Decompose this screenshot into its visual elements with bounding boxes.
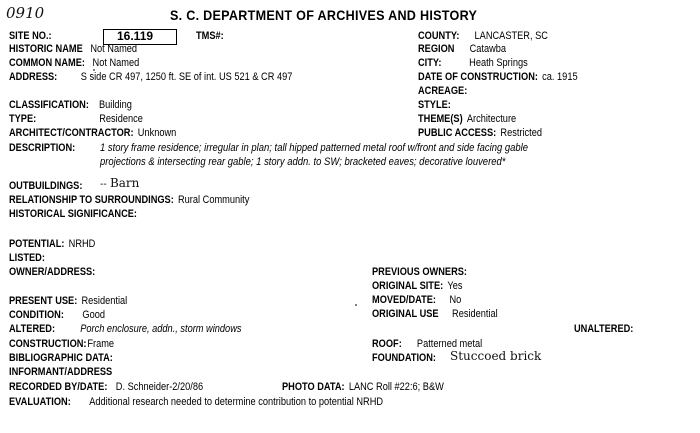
photo-data-field: PHOTO DATA: LANC Roll #22:6; B&W (282, 381, 444, 393)
evaluation-field: EVALUATION: Additional research needed to determine contribution to potential NRHD (9, 396, 384, 408)
unaltered-label: UNALTERED: (574, 323, 634, 335)
construction-field: CONSTRUCTION:Frame (9, 338, 115, 350)
site-no-value: 16.119 (117, 29, 154, 43)
site-no-label: SITE NO.: (9, 30, 52, 42)
acreage-label: ACREAGE: (418, 85, 468, 97)
description-label: DESCRIPTION: (9, 142, 76, 154)
informant-address-label: INFORMANT/ADDRESS (9, 366, 113, 378)
document-number: 0910 (6, 4, 45, 22)
description-line-2: projections & intersecting rear gable; 1 story addn. to SW; bracketed eaves; decorative louvered* (100, 156, 506, 168)
scan-speck (93, 69, 95, 71)
description-line-1: 1 story frame residence; irregular in plan; tall hipped patterned metal roof w/front and side facing gable (100, 142, 529, 154)
foundation-label: FOUNDATION: (372, 352, 436, 364)
altered-field: ALTERED: Porch enclosure, addn., storm windows (9, 323, 242, 335)
original-site-field: ORIGINAL SITE: Yes (372, 280, 463, 292)
tms-label: TMS#: (196, 30, 224, 42)
bibliographic-data-label: BIBLIOGRAPHIC DATA: (9, 352, 113, 364)
relationship-field: RELATIONSHIP TO SURROUNDINGS: Rural Community (9, 194, 250, 206)
architect-field: ARCHITECT/CONTRACTOR: Unknown (9, 127, 177, 139)
common-name-field: COMMON NAME: Not Named (9, 57, 140, 69)
city-field: CITY: Heath Springs (418, 57, 528, 69)
region-field: REGION Catawba (418, 43, 507, 55)
recorded-by-field: RECORDED BY/DATE: D. Schneider-2/20/86 (9, 381, 204, 393)
present-use-field: PRESENT USE: Residential (9, 295, 128, 307)
county-field: COUNTY: LANCASTER, SC (418, 30, 548, 42)
foundation-value: Stuccoed brick (450, 349, 542, 363)
historical-significance-label: HISTORICAL SIGNIFICANCE: (9, 208, 138, 220)
historic-name-field: HISTORIC NAME Not Named (9, 43, 138, 55)
outbuildings-label: OUTBUILDINGS: (9, 180, 83, 192)
original-use-field: ORIGINAL USE Residential (372, 308, 498, 320)
listed-label: LISTED: (9, 252, 45, 264)
theme-field: THEME(S) Architecture (418, 113, 517, 125)
address-field: ADDRESS: S side CR 497, 1250 ft. SE of int. US 521 & CR 497 (9, 71, 293, 83)
condition-field: CONDITION: Good (9, 309, 106, 321)
style-label: STYLE: (418, 99, 451, 111)
owner-address-label: OWNER/ADDRESS: (9, 266, 96, 278)
moved-date-field: MOVED/DATE: No (372, 294, 462, 306)
outbuildings-value: -- Barn (100, 176, 140, 190)
scan-speck (355, 304, 357, 306)
date-of-construction-field: DATE OF CONSTRUCTION: ca. 1915 (418, 71, 578, 83)
public-access-field: PUBLIC ACCESS: Restricted (418, 127, 543, 139)
potential-field: POTENTIAL: NRHD (9, 238, 96, 250)
previous-owners-label: PREVIOUS OWNERS: (372, 266, 467, 278)
type-field: TYPE: Residence (9, 113, 143, 125)
page-title: S. C. DEPARTMENT OF ARCHIVES AND HISTORY (170, 7, 478, 23)
roof-field: ROOF: Patterned metal (372, 338, 483, 350)
classification-field: CLASSIFICATION: Building (9, 99, 132, 111)
